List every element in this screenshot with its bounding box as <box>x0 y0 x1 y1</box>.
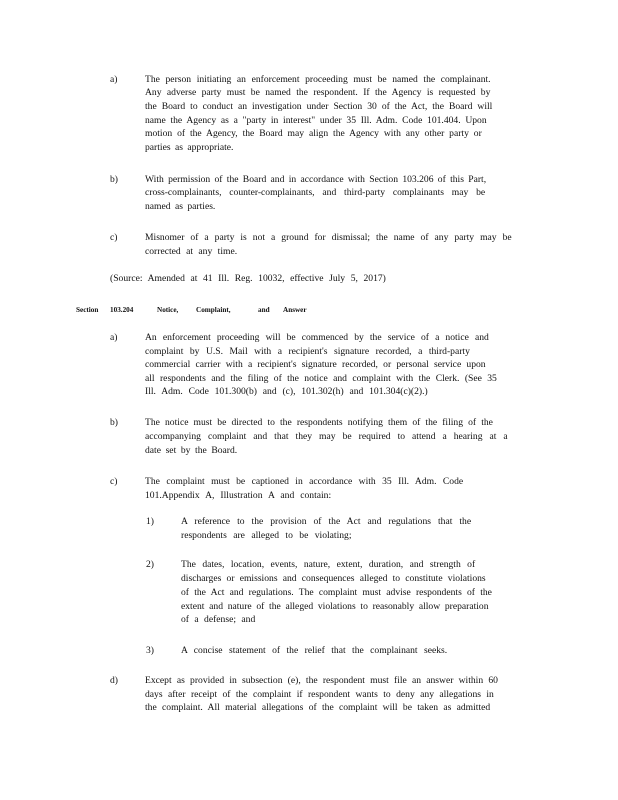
item-b-line-3: named as parties. <box>145 201 216 212</box>
sec-item-c-line-1: The complaint must be captioned in accordance with 35 Ill. Adm. Code <box>145 476 464 487</box>
item-a-line-1: The person initiating an enforcement proceeding must be named the complainant. <box>145 74 491 85</box>
sec-item-a-line-4: all respondents and the filing of the notice and complaint with the Clerk. (See 35 <box>145 373 497 384</box>
sec-item-d-line-2: days after receipt of the complaint if respondent wants to deny any allegations in <box>145 689 494 700</box>
item-c-line-2: corrected at any time. <box>145 246 238 257</box>
section-title-word-1: Notice, <box>157 306 179 314</box>
section-title-word-3: and <box>258 306 270 314</box>
item-a-line-5: motion of the Agency, the Board may align the Agency with any other party or <box>145 128 482 139</box>
sec-item-d-line-3: the complaint. All material allegations of the complaint will be taken as admitted <box>145 702 491 713</box>
subitem-2-line-2: discharges or emissions and consequences alleged to constitute violations <box>181 573 486 584</box>
subitem-3-label: 3) <box>146 645 154 656</box>
sec-item-a-line-3: commercial carrier with a recipient's signature recorded, or personal service upon <box>145 359 486 370</box>
sec-item-b-line-3: date set by the Board. <box>145 445 238 456</box>
sec-item-b-line-1: The notice must be directed to the respondents notifying them of the filing of the <box>145 417 493 428</box>
subitem-1-line-2: respondents are alleged to be violating; <box>181 530 352 541</box>
item-b-line-1: With permission of the Board and in accordance with Section 103.206 of this Part, <box>145 174 487 185</box>
subitem-1-line-1: A reference to the provision of the Act and regulations that the <box>181 516 472 527</box>
subitem-2-line-1: The dates, location, events, nature, extent, duration, and strength of <box>181 559 476 570</box>
sec-item-d-line-1: Except as provided in subsection (e), the respondent must file an answer within 60 <box>145 675 498 686</box>
subitem-3-line-1: A concise statement of the relief that the complainant seeks. <box>181 645 448 656</box>
source-note: (Source: Amended at 41 Ill. Reg. 10032, effective July 5, 2017) <box>110 273 386 284</box>
subitem-1-label: 1) <box>146 516 154 527</box>
item-c-label: c) <box>110 232 118 243</box>
section-title-word-2: Complaint, <box>196 306 231 314</box>
subitem-2-line-5: of a defense; and <box>181 614 256 625</box>
subitem-2-line-3: of the Act and regulations. The complaint must advise respondents of the <box>181 587 492 598</box>
subitem-2-line-4: extent and nature of the alleged violations to reasonably allow preparation <box>181 601 489 612</box>
item-a-label: a) <box>110 74 118 85</box>
section-title-word-4: Answer <box>283 306 307 314</box>
item-a-line-4: name the Agency as a "party in interest" under 35 Ill. Adm. Code 101.404. Upon <box>145 115 487 126</box>
sec-item-c-line-2: 101.Appendix A, Illustration A and contain: <box>145 490 332 501</box>
sec-item-a-line-2: complaint by U.S. Mail with a recipient's signature recorded, a third-party <box>145 346 470 357</box>
section-number: 103.204 <box>110 306 134 314</box>
sec-item-a-label: a) <box>110 332 118 343</box>
section-label: Section <box>76 306 99 314</box>
sec-item-a-line-1: An enforcement proceeding will be commenced by the service of a notice and <box>145 332 489 343</box>
sec-item-b-line-2: accompanying complaint and that they may be required to attend a hearing at a <box>145 431 508 442</box>
sec-item-b-label: b) <box>110 417 118 428</box>
item-a-line-6: parties as appropriate. <box>145 142 234 153</box>
sec-item-a-line-5: Ill. Adm. Code 101.300(b) and (c), 101.302(h) and 101.304(c)(2).) <box>145 386 428 397</box>
sec-item-c-label: c) <box>110 476 118 487</box>
subitem-2-label: 2) <box>146 559 154 570</box>
item-a-line-2: Any adverse party must be named the respondent. If the Agency is requested by <box>145 87 491 98</box>
item-a-line-3: the Board to conduct an investigation under Section 30 of the Act, the Board will <box>145 101 493 112</box>
item-b-label: b) <box>110 174 118 185</box>
item-c-line-1: Misnomer of a party is not a ground for dismissal; the name of any party may be <box>145 232 512 243</box>
sec-item-d-label: d) <box>110 675 118 686</box>
item-b-line-2: cross-complainants, counter-complainants, and third-party complainants may be <box>145 187 486 198</box>
